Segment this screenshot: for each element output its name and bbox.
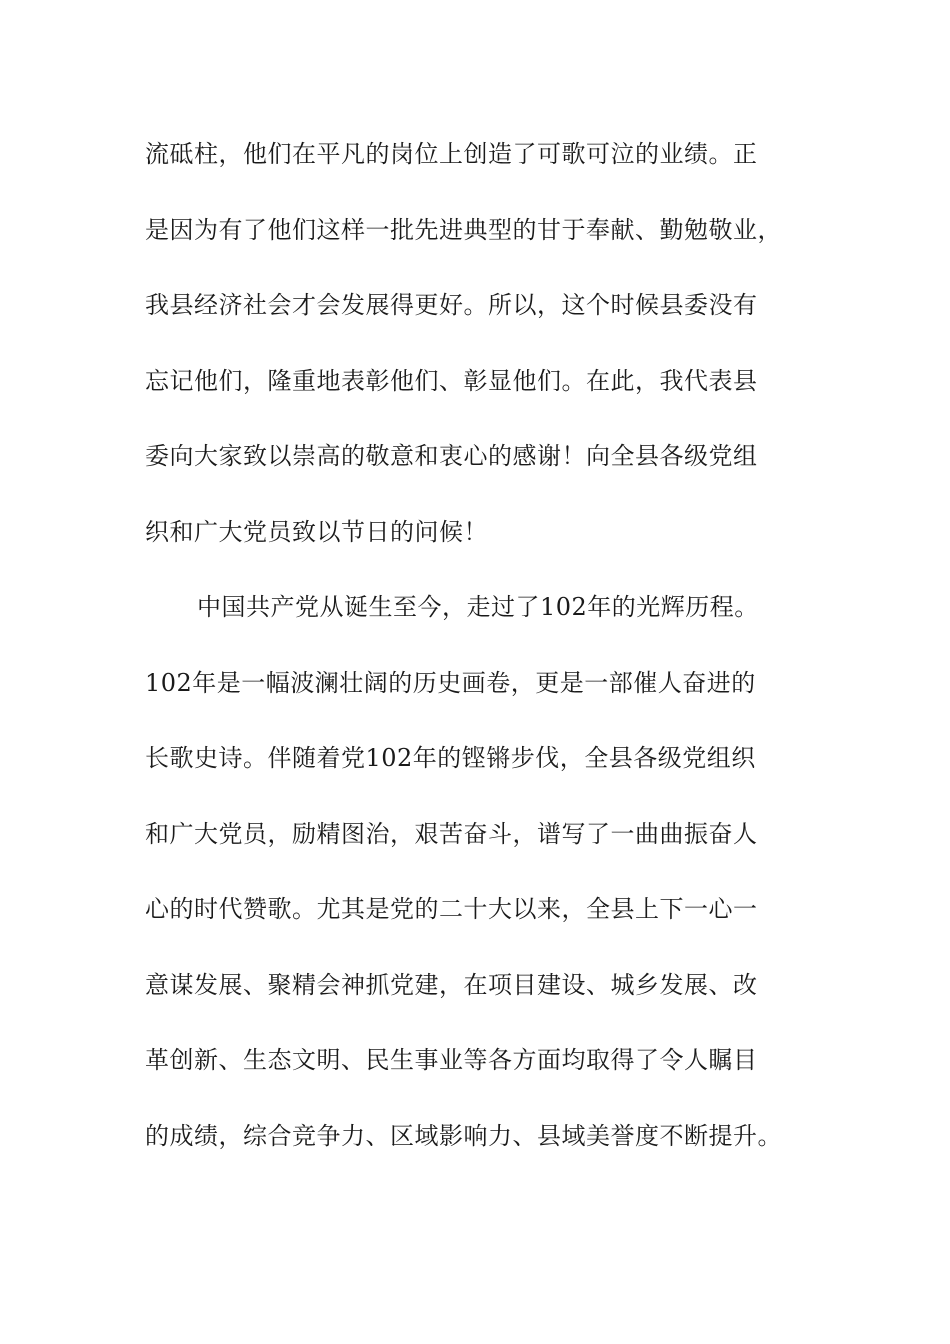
text-line: 的成绩，综合竞争力、区域影响力、县域美誉度不断提升。 bbox=[145, 1121, 782, 1150]
text-line: 流砥柱，他们在平凡的岗位上创造了可歌可泣的业绩。正 bbox=[145, 140, 758, 168]
text-line: 委向大家致以崇高的敬意和衷心的感谢！向全县各级党组 bbox=[145, 442, 758, 470]
paragraph-1 bbox=[145, 125, 805, 578]
text-line: 长歌史诗。伴随着党102年的铿锵步伐，全县各级党组织 bbox=[145, 744, 756, 772]
text-line: 忘记他们，隆重地表彰他们、彰显他们。在此，我代表县 bbox=[145, 366, 758, 395]
text-line: 102年是一幅波澜壮阔的历史画卷，更是一部催人奋进的 bbox=[145, 668, 756, 697]
text-line: 织和广大党员致以节日的问候！ bbox=[145, 517, 488, 546]
paragraph-2 bbox=[145, 578, 805, 1182]
text-line: 革创新、生态文明、民生事业等各方面均取得了令人瞩目 bbox=[145, 1046, 758, 1074]
text-line: 和广大党员，励精图治，艰苦奋斗，谱写了一曲曲振奋人 bbox=[145, 819, 758, 848]
document-body bbox=[145, 125, 805, 1182]
text-line: 是因为有了他们这样一批先进典型的甘于奉献、勤勉敬业， bbox=[145, 215, 782, 244]
text-line: 我县经济社会才会发展得更好。所以，这个时候县委没有 bbox=[145, 291, 758, 319]
text-line: 心的时代赞歌。尤其是党的二十大以来，全县上下一心一 bbox=[145, 895, 758, 923]
text-line: 中国共产党从诞生至今，走过了102年的光辉历程。 bbox=[197, 593, 759, 621]
text-line: 意谋发展、聚精会神抓党建，在项目建设、城乡发展、改 bbox=[145, 970, 758, 999]
